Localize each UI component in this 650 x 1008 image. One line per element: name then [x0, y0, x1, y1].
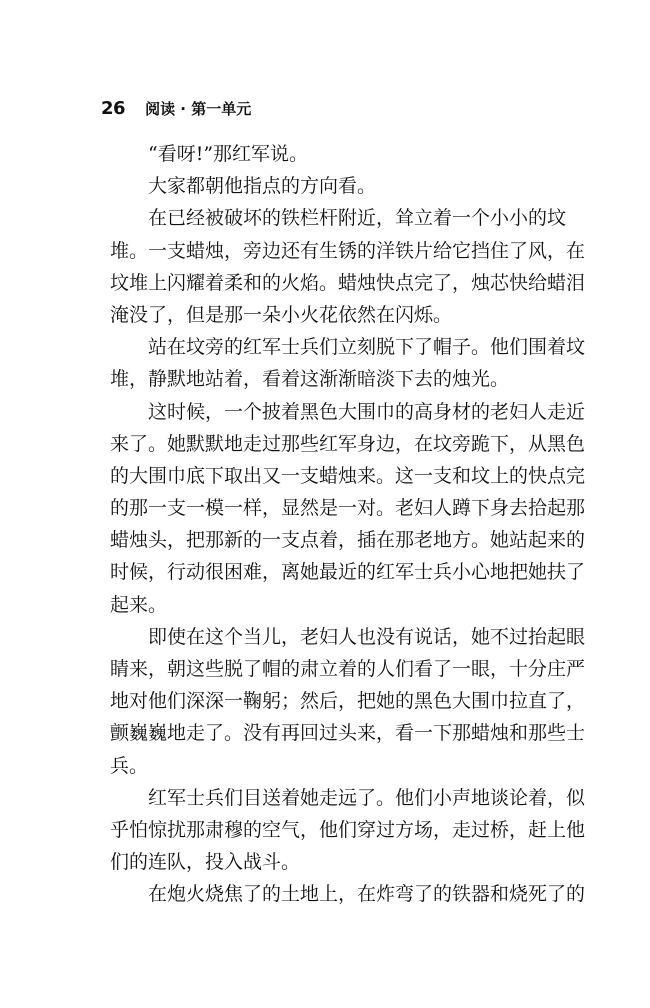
text-line: 时候，行动很困难，离她最近的红军士兵小心地把她扶了	[110, 561, 586, 584]
text-line: 蜡烛头，把那新的一支点着，插在那老地方。她站起来的	[110, 529, 586, 552]
text-line: 在炮火烧焦了的土地上，在炸弯了的铁器和烧死了的	[148, 883, 586, 906]
text-line: 起来。	[110, 593, 168, 616]
text-line: 淹没了，但是那一朵小火花依然在闪烁。	[110, 303, 453, 326]
text-line: 来了。她默默地走过那些红军身边，在坟旁跪下，从黑色	[110, 432, 586, 455]
body-text	[110, 138, 586, 911]
text-line: 坟堆上闪耀着柔和的火焰。蜡烛快点完了，烛芯快给蜡泪	[110, 271, 586, 294]
text-line: 的大围巾底下取出又一支蜡烛来。这一支和坟上的快点完	[110, 464, 586, 487]
text-line: 即使在这个当儿，老妇人也没有说话，她不过抬起眼	[148, 625, 586, 648]
text-line: 的那一支一模一样，显然是一对。老妇人蹲下身去拾起那	[110, 497, 586, 520]
page-number: 26	[101, 97, 126, 119]
text-line: 大家都朝他指点的方向看。	[148, 175, 377, 198]
text-line: 堆，静默地站着，看着这渐渐暗淡下去的烛光。	[110, 368, 510, 391]
text-line: 堆。一支蜡烛，旁边还有生锈的洋铁片给它挡住了风，在	[110, 239, 586, 262]
text-line: 这时候，一个披着黑色大围巾的高身材的老妇人走近	[148, 400, 586, 423]
page-header	[101, 96, 251, 120]
text-line: 颤巍巍地走了。没有再回过头来，看一下那蜡烛和那些士	[110, 722, 586, 745]
text-line: 在已经被破坏的铁栏杆附近，耸立着一个小小的坟	[148, 207, 567, 230]
text-line: “看呀!”那红军说。	[148, 143, 309, 165]
running-title: 阅读 · 第一单元	[145, 99, 252, 118]
text-line: 地对他们深深一鞠躬；然后，把她的黑色大围巾拉直了，	[110, 690, 586, 713]
text-line: 兵。	[110, 754, 149, 777]
text-line: 站在坟旁的红军士兵们立刻脱下了帽子。他们围着坟	[148, 336, 586, 359]
text-line: 红军士兵们目送着她走远了。他们小声地谈论着，似	[148, 786, 586, 809]
text-line: 睛来，朝这些脱了帽的肃立着的人们看了一眼，十分庄严	[110, 658, 586, 680]
text-line: 乎怕惊扰那肃穆的空气，他们穿过方场，走过桥，赶上他	[110, 818, 586, 841]
text-line: 们的连队，投入战斗。	[110, 851, 301, 874]
